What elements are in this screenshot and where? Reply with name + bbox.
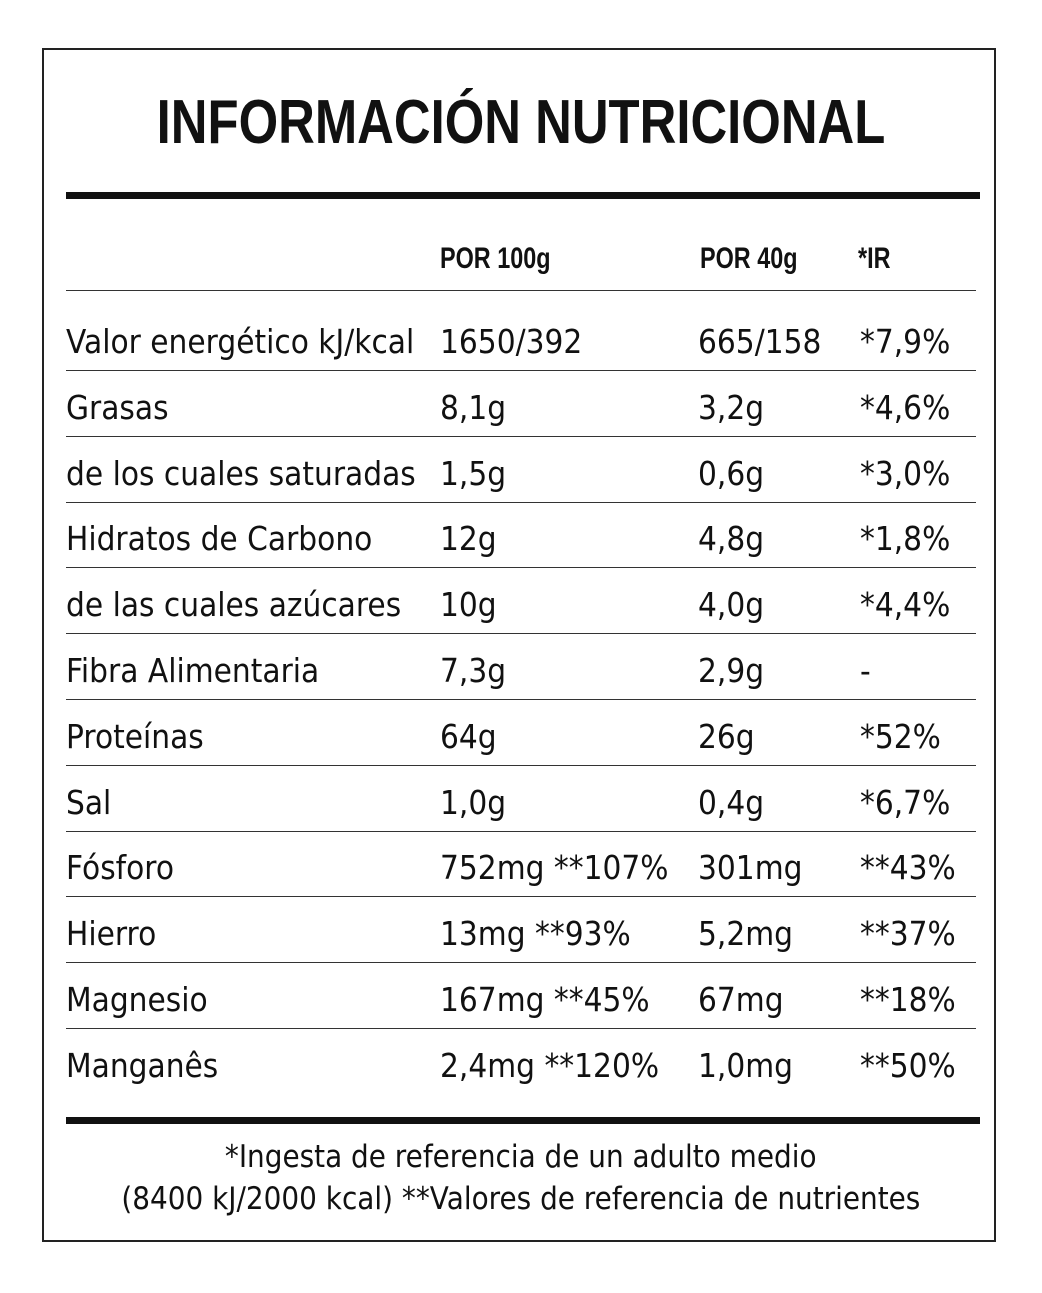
value-per-100g: 7,3g (440, 651, 507, 690)
value-ir: *52% (860, 716, 941, 756)
nutrient-name: Grasas (66, 387, 169, 427)
value-per-100g: 1650/392 (440, 322, 583, 361)
value-per-100g: 64g (440, 716, 497, 756)
row-divider (66, 831, 976, 832)
value-per-40g: 3,2g (698, 387, 765, 427)
value-per-40g: 26g (698, 716, 755, 756)
table-row (0, 651, 1042, 717)
page-title: INFORMACIÓN NUTRICIONAL (156, 88, 886, 157)
table-row (0, 717, 1042, 783)
nutrient-name: Proteínas (66, 716, 204, 756)
value-per-100g: 2,4mg **120% (440, 1045, 660, 1085)
nutrient-name: Magnesio (66, 980, 208, 1019)
row-divider (66, 370, 976, 371)
value-per-40g: 301mg (698, 848, 803, 888)
value-per-40g: 5,2mg (698, 914, 794, 954)
value-per-40g: 0,6g (698, 453, 765, 493)
footnote-line-2 (0, 1178, 1042, 1220)
value-per-40g: 0,4g (698, 782, 765, 822)
value-ir: **37% (860, 914, 956, 954)
value-ir: **43% (860, 848, 956, 888)
value-per-100g: 13mg **93% (440, 914, 631, 954)
table-row (0, 388, 1042, 454)
top-divider (66, 192, 980, 199)
table-row (0, 322, 1042, 388)
header-per-100: POR 100g (440, 242, 551, 275)
value-per-40g: 4,8g (698, 519, 765, 559)
value-per-100g: 12g (440, 519, 497, 559)
value-per-40g: 665/158 (698, 322, 822, 361)
row-divider (66, 896, 976, 897)
value-per-100g: 10g (440, 585, 497, 625)
row-divider (66, 962, 976, 963)
table-row (0, 783, 1042, 849)
nutrient-name: Valor energético kJ/kcal (66, 322, 415, 361)
value-per-40g: 1,0mg (698, 1045, 794, 1085)
row-divider (66, 502, 976, 503)
value-ir: *1,8% (860, 519, 951, 559)
row-divider (66, 567, 976, 568)
nutrient-name: de las cuales azúcares (66, 585, 402, 625)
value-per-100g: 1,5g (440, 453, 507, 493)
value-ir: *7,9% (860, 322, 951, 361)
header-divider (66, 290, 976, 291)
table-row (0, 914, 1042, 980)
nutrient-name: Manganês (66, 1045, 219, 1085)
row-divider (66, 699, 976, 700)
value-per-40g: 4,0g (698, 585, 765, 625)
value-per-100g: 752mg **107% (440, 848, 669, 888)
table-row (0, 454, 1042, 520)
footnote-text-1: *Ingesta de referencia de un adulto medio (225, 1139, 817, 1175)
nutrient-name: Fósforo (66, 848, 175, 888)
nutrient-name: Fibra Alimentaria (66, 651, 320, 690)
nutrient-name: Sal (66, 782, 112, 822)
table-row (0, 585, 1042, 651)
row-divider (66, 765, 976, 766)
value-ir: *3,0% (860, 453, 951, 493)
value-ir: - (860, 651, 871, 690)
row-divider (66, 633, 976, 634)
value-ir: **18% (860, 980, 956, 1019)
table-row (0, 1046, 1042, 1112)
table-row (0, 848, 1042, 914)
value-per-100g: 8,1g (440, 387, 507, 427)
value-per-40g: 67mg (698, 980, 784, 1019)
value-per-100g: 1,0g (440, 782, 507, 822)
footnote-line-1 (0, 1136, 1042, 1178)
value-ir: *4,4% (860, 585, 951, 625)
header-ir: *IR (858, 242, 891, 275)
nutrient-name: Hierro (66, 914, 157, 954)
value-per-40g: 2,9g (698, 651, 765, 690)
header-per-40: POR 40g (700, 242, 798, 275)
row-divider (66, 1028, 976, 1029)
row-divider (66, 436, 976, 437)
bottom-divider (66, 1117, 980, 1124)
value-ir: *6,7% (860, 782, 951, 822)
table-row (0, 980, 1042, 1046)
table-row (0, 519, 1042, 585)
value-ir: *4,6% (860, 387, 951, 427)
nutrient-name: Hidratos de Carbono (66, 519, 373, 559)
nutrient-name: de los cuales saturadas (66, 453, 416, 493)
value-per-100g: 167mg **45% (440, 980, 650, 1019)
value-ir: **50% (860, 1045, 956, 1085)
footnote-text-2: (8400 kJ/2000 kcal) **Valores de referencia de nutrientes (121, 1181, 921, 1217)
